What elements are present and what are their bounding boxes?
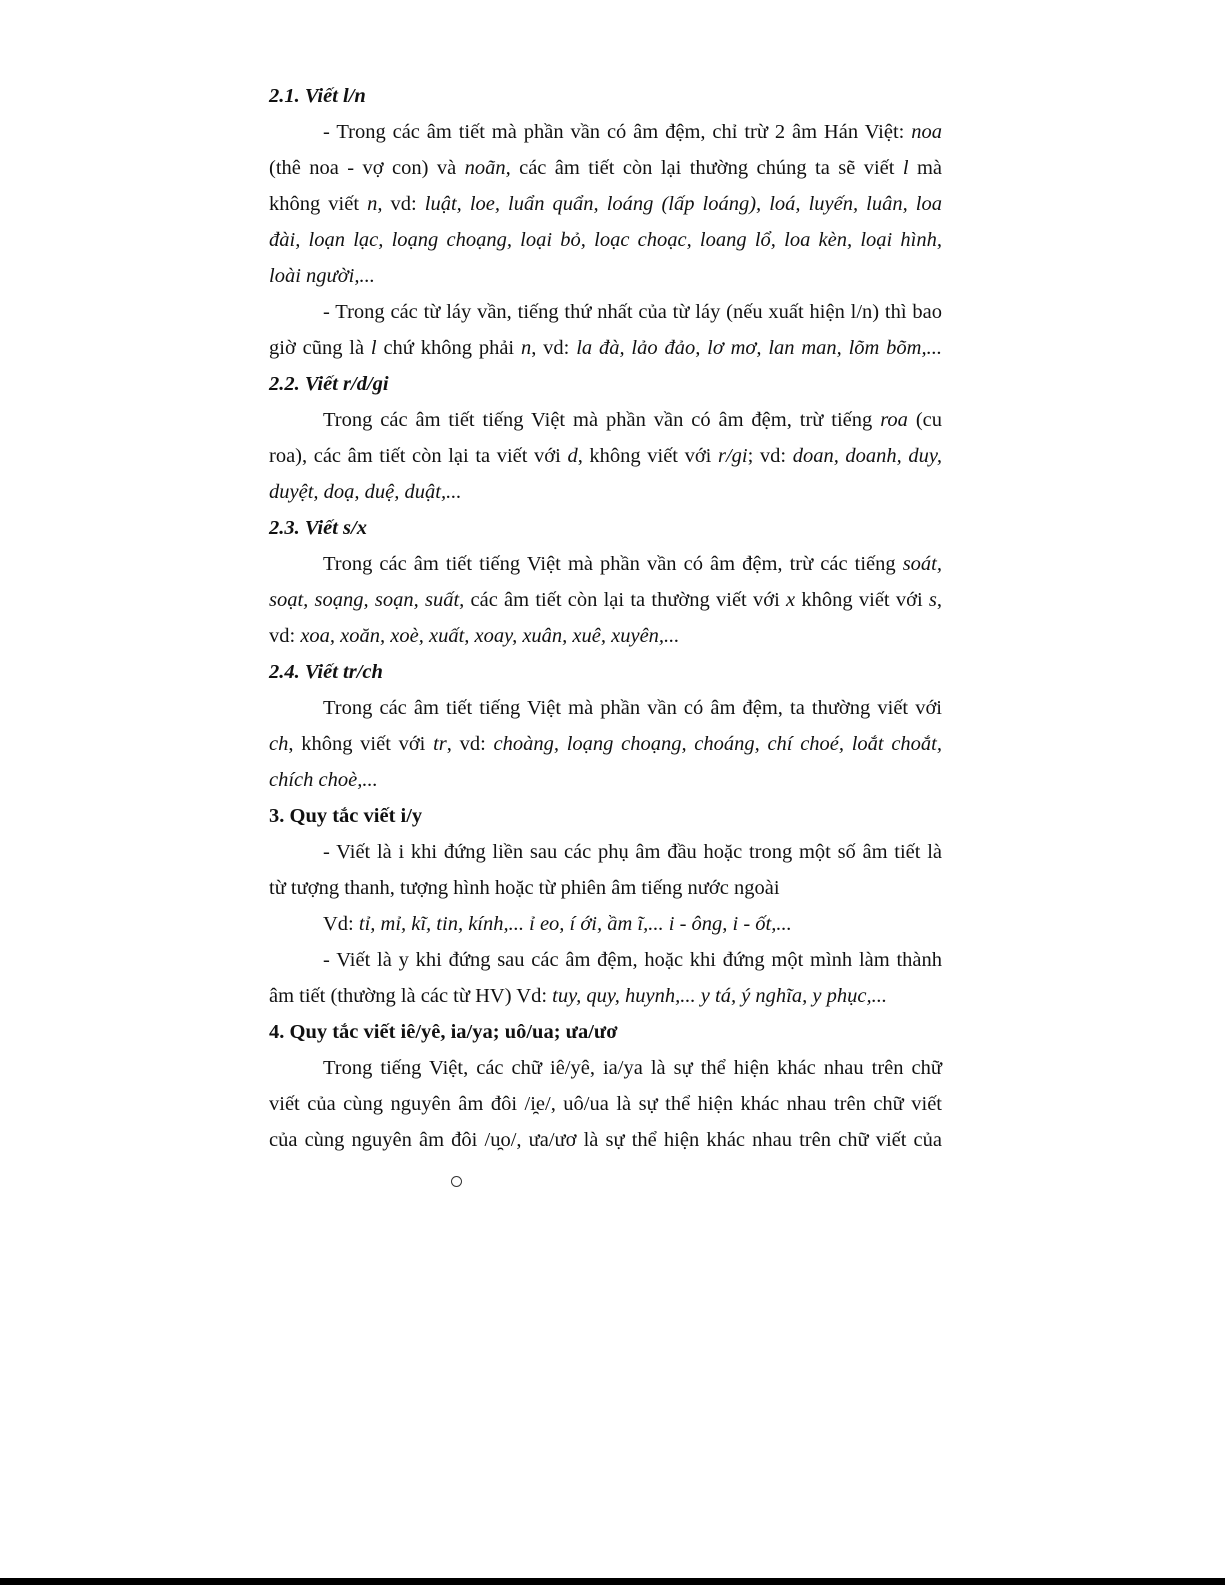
text-line: vd: xoa, xoăn, xoè, xuất, xoay, xuân, xuê, xuyên,... [269,625,680,647]
paragraph-3a [269,834,942,906]
paragraph-4 [269,1050,942,1158]
text-line: từ tượng thanh, tượng hình hoặc từ phiên âm tiếng nước ngoài [269,877,780,899]
text-line: chích choè,... [269,769,378,791]
paragraph-2-3 [269,546,942,654]
text-line: Trong các âm tiết tiếng Việt mà phần vần có âm đệm, trừ tiếng roa (cu [323,409,943,431]
heading-2-3: 2.3. Viết s/x [269,517,367,539]
text-line: Trong tiếng Việt, các chữ iê/yê, ia/ya là sự thể hiện khác nhau trên chữ [323,1057,942,1079]
paragraph-2-2 [269,402,942,510]
document-page [269,78,942,1158]
text-line: của cùng nguyên âm đôi /u̯o/, ưa/ươ là sự thể hiện khác nhau trên chữ viết của [269,1129,942,1151]
scan-bottom-edge [0,1578,1225,1585]
example-line: Vd: tỉ, mỉ, kĩ, tin, kính,... ỉ eo, í ới, ầm ĩ,... i - ông, i - ốt,... [323,913,792,935]
paragraph-3b [269,942,942,1014]
text-line: soạt, soạng, soạn, suất, các âm tiết còn lại ta thường viết với x không viết với s, [269,589,942,611]
paragraph-2-1b [269,294,942,366]
text-line: (thê noa - vợ con) và noãn, các âm tiết còn lại thường chúng ta sẽ viết l mà [269,157,942,179]
text-line: không viết n, vd: luật, loe, luẩn quẩn, loáng (lấp loáng), loá, luyến, luân, loa [269,193,942,215]
text-line: ch, không viết với tr, vd: choàng, loạng choạng, choáng, chí choé, loắt choắt, [269,733,942,755]
text-line: âm tiết (thường là các từ HV) Vd: tuy, quy, huynh,... y tá, ý nghĩa, y phục,... [269,985,887,1007]
heading-2-1: 2.1. Viết l/n [269,85,366,107]
text-line: Trong các âm tiết tiếng Việt mà phần vần có âm đệm, trừ các tiếng soát, [323,553,942,575]
text-line: roa), các âm tiết còn lại ta viết với d, không viết với r/gi; vd: doan, doanh, duy, [269,445,942,467]
text-line: đài, loạn lạc, loạng choạng, loại bỏ, loạc choạc, loang lổ, loa kèn, loại hình, [269,229,942,251]
text-line: Trong các âm tiết tiếng Việt mà phần vần có âm đệm, ta thường viết với [323,697,942,719]
heading-4: 4. Quy tắc viết iê/yê, ia/ya; uô/ua; ưa/ươ [269,1021,618,1043]
paragraph-2-4 [269,690,942,798]
paragraph-2-1a [269,114,942,294]
text-line: viết của cùng nguyên âm đôi /i̯e/, uô/ua là sự thể hiện khác nhau trên chữ viết [269,1093,942,1115]
text-line: - Viết là y khi đứng sau các âm đệm, hoặc khi đứng một mình làm thành [323,949,942,971]
text-line: - Trong các âm tiết mà phần vần có âm đệm, chỉ trừ 2 âm Hán Việt: noa [323,121,942,143]
text-line: giờ cũng là l chứ không phải n, vd: la đà, lảo đảo, lơ mơ, lan man, lõm bõm,... [269,337,942,359]
text-line: - Trong các từ láy vần, tiếng thứ nhất của từ láy (nếu xuất hiện l/n) thì bao [323,301,942,323]
text-line: loài người,... [269,265,375,287]
heading-3: 3. Quy tắc viết i/y [269,805,423,827]
text-line: - Viết là i khi đứng liền sau các phụ âm đầu hoặc trong một số âm tiết là [323,841,942,863]
heading-2-2: 2.2. Viết r/d/gi [269,373,389,395]
text-line: duyệt, doạ, duệ, duật,... [269,481,462,503]
heading-2-4: 2.4. Viết tr/ch [269,661,383,683]
page-marker-circle [451,1176,462,1187]
